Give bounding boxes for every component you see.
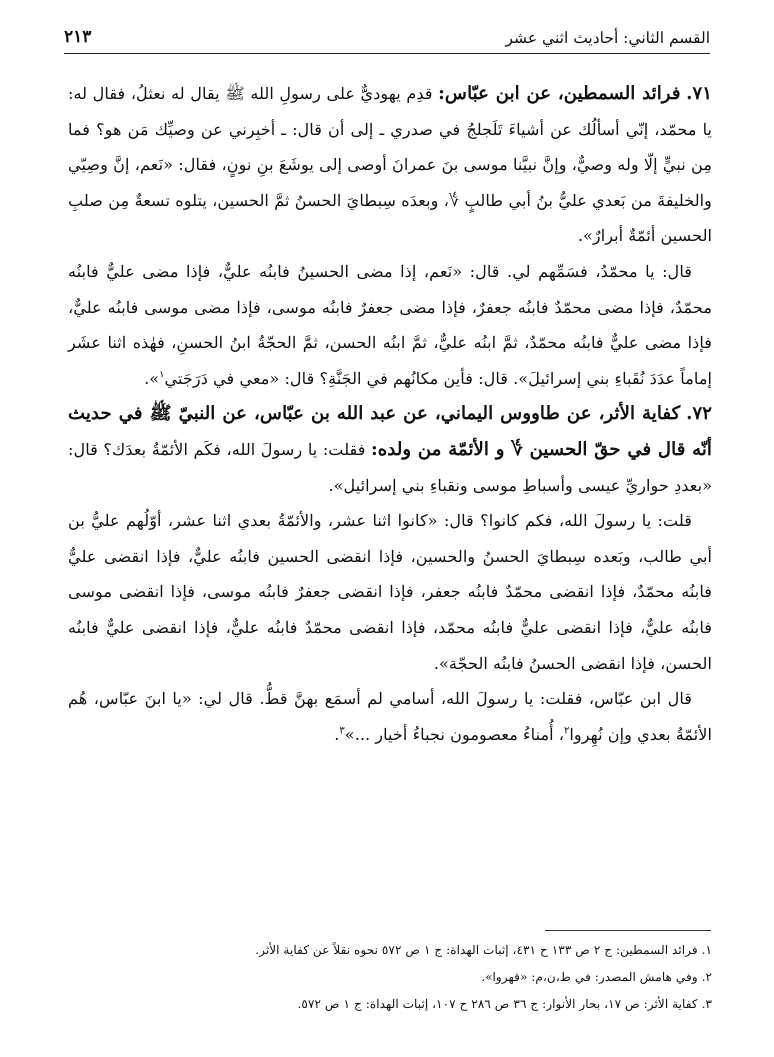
footnotes [68,937,712,1018]
hadith-72-paragraph-3 [68,681,712,752]
hadith-72-heading: كفاية الأثر، عن طاووس اليماني، عن عبد الله بن عبّاس، عن النبيّ ﷺ في حديث أنّه قال في حقّ الحسين ؇ و الأئمّة من ولده: [68,403,712,460]
hadith-72-paragraph-2: قلت: يا رسولَ الله، فكم كانوا؟ قال: «كانوا اثنا عشر، والأئمّةُ بعدي اثنا عشر، أوّلُهم عليُّ بن أبي طالب، وبَعده سِبطايَ الحسنُ والحسين، فإذا انقضى الحسين فابنُه عليٌّ، فإذا انقضى عليٌّ فابنُه محمّدٌ، فإذا انقضى محمّدٌ فابنُه جعفر، فإذا انقضى جعفرٌ فابنُه موسى، فإذا انقضى موسى فابنُه عليٌّ، فإذا انقضى عليٌّ فابنُه محمّد، فإذا انقضى محمّدٌ فابنُه عليٌّ، فإذا انقضى عليٌّ فابنُه الحسن، فإذا انقضى الحسنُ فابنُه الحجّة». [68,511,712,673]
hadith-72-p3-mid: ، أُمناءُ معصومون نجباءُ أخيار ...» [344,724,565,744]
hadith-71-continuation-end: ». [144,368,160,388]
hadith-71-number: ٧١. [686,83,712,104]
hadith-71-source: فرائد السمطين، عن ابن عبّاس: [438,83,681,104]
footnote-ref-2: ٢ [564,725,570,737]
hadith-71 [68,76,712,254]
hadith-72-p3-start: قال ابن عبّاس، فقلت: يا رسولَ الله، أسامي لم أسمَع بهنَّ قطُّ. قال لي: «يا ابنَ عبّاس، هُم الأئمّةُ بعدي وإن نُهِروا [68,689,712,744]
hadith-71-text: قدِم يهوديٌّ على رسولِ الله ﷺ يقال له نعثلُ، فقال له: يا محمّد، إنّي أسألُك عن أشياءَ تَلَجلجُ في صدري ـ إلى أن قال: ـ أخبِرني عن وصيِّك مَن هو؟ فما مِن نبيٍّ إلّا وله وصيٌّ، وإنَّ نبيَّنا موسى بنَ عمرانَ أوصى إلى يوشَعَ بنِ نونٍ، فقال: «نَعم، إنَّ وصِيّي والخليفةَ من بَعدي عليُّ بنُ أبي طالبٍ ؇، وبعدَه سِبطايَ الحسنُ ثمَّ الحسين، يتلوه تسعةٌ مِن صلبِ الحسين أئمّةٌ أبرارٌ». [68,84,713,246]
running-header [64,20,710,54]
page-number: ٢١٣ [64,27,92,47]
hadith-72 [68,396,712,503]
hadith-72-number: ٧٢. [686,403,712,425]
hadith-71-continuation-text: قال: يا محمّدُ، فسَمِّهم لي. قال: «نَعم، إذا مضى الحسينُ فابنُه عليٌّ، فإذا مضى عليٌّ فابنُه محمّدٌ، فإذا مضى محمّدٌ فابنُه جعفرٌ، فإذا مضى جعفرٌ فابنُه موسى، فإذا مضى موسى فابنُه عليٌّ، فإذا مضى عليٌّ فابنُه محمّدٌ، ثمَّ ابنُه عليٌّ، ثمَّ ابنُه الحسن، ثمَّ الحجّةُ ابنُ الحسنِ، فهٰذه اثنا عشَر إماماً عدَدَ نُقَباءِ بني إسرائيلَ». قال: فأين مكانُهم في الجَنَّةِ؟ قال: «معي في دَرَجَتي [68,261,712,388]
hadith-72-text: فقلت: يا رسولَ الله، فكَم الأئمّةُ بعدَك؟ قال: «بعددِ حواريِّ عيسى وأسباطِ موسى ونقباءِ بني إسرائيل». [68,439,712,495]
hadith-72-p3-end: . [334,724,340,744]
footnote-ref-3: ٣ [339,725,345,737]
footnote-1: ١. فرائد السمطين: ج ٢ ص ١٣٣ ح ٤٣١، إثبات الهداة: ج ١ ص ٥٧٢ نحوه نقلاً عن كفاية الأثر. [255,943,712,957]
running-title: القسم الثاني: أحاديث اثني عشر [505,29,710,47]
footnote-ref-1: ١ [159,369,165,381]
hadith-71-continuation [68,254,712,396]
footnote-2: ٢. وفي هامش المصدر: في ط،ن،م: «قهروا». [481,970,712,984]
footnote-3: ٣. كفاية الأثر: ص ١٧، بحار الأنوار: ج ٣٦ ص ٢٨٦ ح ١٠٧، إثبات الهداة: ج ١ ص ٥٧٢. [297,997,712,1011]
page-body [68,76,712,752]
footnote-divider [545,930,711,931]
